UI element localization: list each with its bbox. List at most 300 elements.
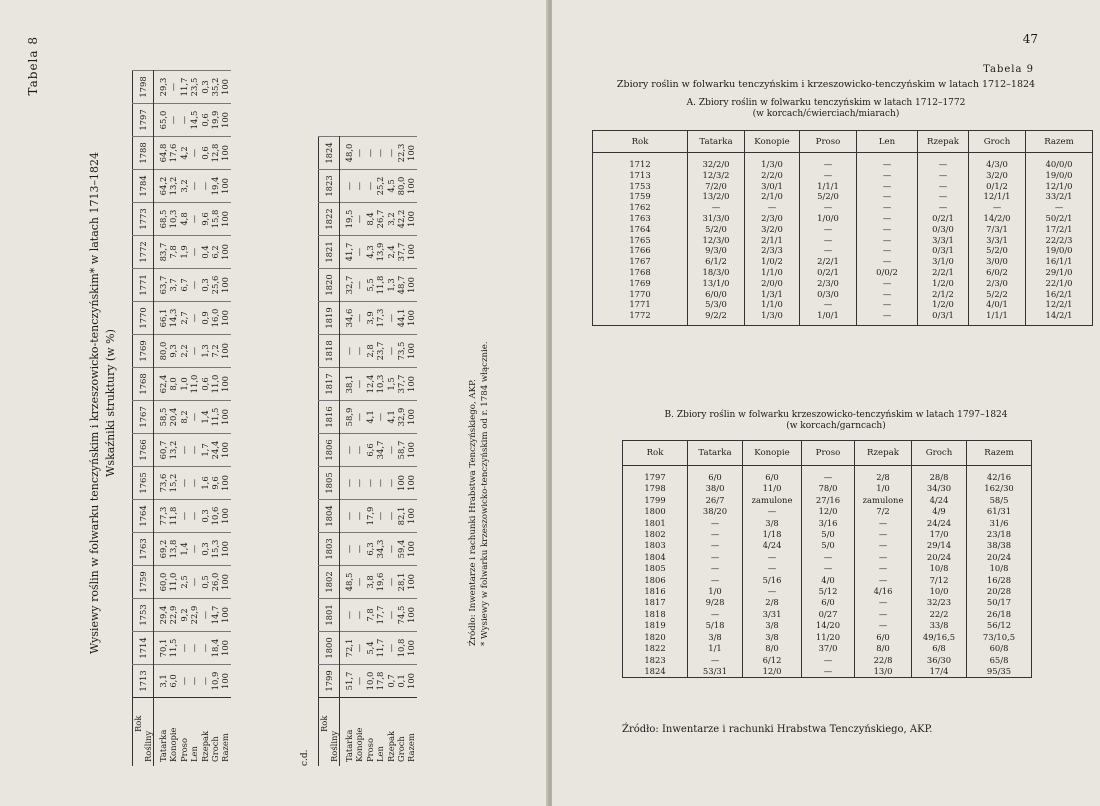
table-cell: 0,3 [200, 500, 210, 533]
table-cell: 3/2/0 [745, 224, 800, 235]
table-cell: — [189, 335, 199, 368]
table-cell: 95/35 [967, 666, 1032, 678]
table-cell: 7/2 [855, 506, 912, 517]
table-cell: 14,3 [168, 302, 178, 335]
table-cell: 15,8 [210, 203, 220, 236]
table-cell: 8,0 [168, 368, 178, 401]
year-header: 1767 [133, 401, 154, 434]
footnote: * Wysiewy w folwarku krzeszowicko-tenczyńskim od r. 1784 włącznie. [480, 341, 490, 646]
table-cell: 80,0 [154, 335, 169, 368]
table-cell: 100 [406, 533, 416, 566]
table-cell: — [802, 466, 855, 484]
table-cell: 14/20 [802, 620, 855, 631]
table-cell: 0/1/2 [969, 181, 1026, 192]
table-cell: 12/1/0 [1026, 181, 1093, 192]
table-cell: 17/4 [912, 666, 967, 678]
table-cell: — [855, 518, 912, 529]
table-row [593, 224, 1093, 235]
table-cell: 28/8 [912, 466, 967, 484]
table-cell: 100 [406, 269, 416, 302]
table-cell: 0/3/0 [800, 289, 857, 300]
table-row [623, 540, 1032, 551]
table-cell: 17,6 [168, 137, 178, 170]
table-cell: — [375, 401, 385, 434]
table-cell: — [168, 71, 178, 104]
table-row [593, 299, 1093, 310]
table-cell: 100 [406, 467, 416, 500]
table-cell: 1,0 [179, 368, 189, 401]
table-cell: 2/3/0 [745, 213, 800, 224]
table-cell: — [189, 434, 199, 467]
table-cell: 10,8 [396, 632, 406, 665]
table-row [210, 71, 220, 767]
column-header: Groch [969, 131, 1026, 153]
table-cell: 100 [406, 335, 416, 368]
table-row [623, 575, 1032, 586]
table-cell: 100 [406, 599, 416, 632]
source-note: Źródło: Inwentarze i rachunki Hrabstwa Tenczyńskiego, AKP. [468, 379, 478, 646]
table-cell: 17/2/1 [1026, 224, 1093, 235]
table-cell: — [800, 235, 857, 246]
table-cell: — [800, 299, 857, 310]
table-cell: 29/14 [912, 540, 967, 551]
table-cell: 1/1/0 [745, 267, 800, 278]
table-cell: 1/0/0 [800, 213, 857, 224]
table-cell: 22,9 [168, 599, 178, 632]
table-cell: 56/12 [967, 620, 1032, 631]
table-cell: 32,9 [396, 401, 406, 434]
year-header: 1801 [319, 599, 340, 632]
table-cell: 66,1 [154, 302, 169, 335]
table-cell: 2/1/2 [918, 289, 969, 300]
table-cell: — [354, 500, 364, 533]
table-cell: 35,2 [210, 71, 220, 104]
table-cell: 58/5 [967, 495, 1032, 506]
table-cell: 100 [220, 236, 230, 269]
table-cell: 17,8 [375, 665, 385, 698]
table-cell: 1772 [593, 310, 688, 325]
table-cell: 1767 [593, 256, 688, 267]
year-header: 1817 [319, 368, 340, 401]
table-cell: 19/0/0 [1026, 245, 1093, 256]
table-cell: — [688, 518, 743, 529]
row-label: Konopie [168, 698, 178, 767]
table-cell: 1800 [623, 506, 688, 517]
table-cell: — [200, 170, 210, 203]
table-row [340, 137, 355, 767]
table-cell: 1713 [593, 170, 688, 181]
table-cell: — [386, 533, 396, 566]
table-cell: 7/2/0 [688, 181, 745, 192]
table-a-units: (w korcach/ćwierciach/miarach) [752, 109, 900, 119]
table-cell: 22/8 [855, 655, 912, 666]
table-cell: 4,3 [365, 236, 375, 269]
table-cell: 2/1/0 [745, 191, 800, 202]
table-cell: 0,4 [200, 236, 210, 269]
table-cell: 48,7 [396, 269, 406, 302]
table-cell: 4,1 [386, 401, 396, 434]
table-cell: 1798 [623, 483, 688, 494]
table-cell: — [179, 467, 189, 500]
table-cell: 1820 [623, 632, 688, 643]
table-row [623, 609, 1032, 620]
table-cell: — [340, 533, 355, 566]
table-cell: 11,0 [168, 566, 178, 599]
table-row [623, 518, 1032, 529]
table-cell: 2,2 [179, 335, 189, 368]
table-row [623, 643, 1032, 654]
table-cell: 20/24 [967, 552, 1032, 563]
table-cell: 100 [220, 467, 230, 500]
table-cell: 5/2/0 [688, 224, 745, 235]
table-row [593, 191, 1093, 202]
table-cell: 0,6 [200, 368, 210, 401]
table-cell: — [743, 552, 802, 563]
table-cell: — [340, 434, 355, 467]
table-cell: 0,9 [200, 302, 210, 335]
table-cell: zamulone [855, 495, 912, 506]
table-cell: 41,7 [340, 236, 355, 269]
year-header: 1784 [133, 170, 154, 203]
table-cell: 10/8 [912, 563, 967, 574]
table-cell: 1753 [593, 181, 688, 192]
left-page [0, 0, 548, 806]
table-cell: 73,6 [154, 467, 169, 500]
table-cell: 5/2/0 [800, 191, 857, 202]
table-cell: — [354, 401, 364, 434]
table-cell: 2,4 [386, 236, 396, 269]
table-cell: — [354, 632, 364, 665]
table-cell: 3/2/0 [969, 170, 1026, 181]
table-cell: 11/20 [802, 632, 855, 643]
table-cell: 20/24 [912, 552, 967, 563]
table-cell: — [189, 203, 199, 236]
table-cell: — [855, 540, 912, 551]
table-cell: — [354, 665, 364, 698]
table-cell: 1/2/0 [918, 299, 969, 310]
table-cell: 25,6 [210, 269, 220, 302]
table-cell: 13,8 [168, 533, 178, 566]
table-cell: 0,6 [200, 137, 210, 170]
table-cell: — [189, 302, 199, 335]
table-cell: 3/0/1 [745, 181, 800, 192]
table-cell: — [179, 500, 189, 533]
table-cell: 1,4 [179, 533, 189, 566]
table-cell: — [189, 170, 199, 203]
table-row [354, 137, 364, 767]
row-label: Razem [406, 698, 416, 767]
column-header: Proso [800, 131, 857, 153]
table-cell: 100 [406, 203, 416, 236]
table-cell: 3/8 [743, 518, 802, 529]
table-cell: 22/1/0 [1026, 278, 1093, 289]
row-label: Groch [396, 698, 406, 767]
page-number: 47 [1022, 32, 1038, 46]
table-cell: 34,7 [375, 434, 385, 467]
table-row [623, 597, 1032, 608]
table-cell: 74,5 [396, 599, 406, 632]
table-cell: 2/3/0 [969, 278, 1026, 289]
table-cell: 1797 [623, 466, 688, 484]
table-cell: 1/18 [743, 529, 802, 540]
table-title: Wysiewy roślin w folwarku tenczyńskim i krzeszowicko-tenczyńskim* w latach 1713–1824 [88, 152, 101, 654]
table-cell: 1/3/0 [745, 153, 800, 170]
table-cell: 19,5 [340, 203, 355, 236]
table-cell: 2,7 [179, 302, 189, 335]
table-cell: 1824 [623, 666, 688, 678]
table-cell: — [354, 467, 364, 500]
right-page [552, 0, 1100, 806]
table-cell: 29,4 [154, 599, 169, 632]
column-header: Tatarka [688, 131, 745, 153]
table-cell: 2,5 [179, 566, 189, 599]
table-body [340, 137, 417, 767]
table-cell: — [354, 203, 364, 236]
table-cell: 29/1/0 [1026, 267, 1093, 278]
table-cell: 5/0 [802, 529, 855, 540]
table-cell: 33/2/1 [1026, 191, 1093, 202]
table-cell: — [743, 506, 802, 517]
table-cell: 22/2 [912, 609, 967, 620]
table-cell: 1/1/0 [745, 299, 800, 310]
table-cell: 1,9 [179, 236, 189, 269]
row-label: Konopie [354, 698, 364, 767]
column-header: Rok [623, 441, 688, 466]
table-cell: 13,2 [168, 434, 178, 467]
year-header: 1772 [133, 236, 154, 269]
continuation-label: c.d. [300, 749, 310, 766]
table-cell: 1/0/2 [745, 256, 800, 267]
table-cell: — [857, 256, 918, 267]
table-cell: 11,0 [210, 368, 220, 401]
table-cell: 162/30 [967, 483, 1032, 494]
table-cell: — [179, 632, 189, 665]
table-cell: 34,3 [375, 533, 385, 566]
table-cell: 37/0 [802, 643, 855, 654]
table-cell: — [179, 434, 189, 467]
year-header: 1798 [133, 71, 154, 104]
table-cell: 25,2 [375, 170, 385, 203]
table-cell: 14,7 [210, 599, 220, 632]
table-cell: — [800, 224, 857, 235]
table-cell: 6,0 [168, 665, 178, 698]
table-cell: 6/0 [743, 466, 802, 484]
table-cell: — [179, 665, 189, 698]
table-cell: 11,8 [168, 500, 178, 533]
header-row [623, 441, 1032, 466]
table-cell: 2/3/0 [800, 278, 857, 289]
table-cell: 100 [406, 566, 416, 599]
table-cell: 59,4 [396, 533, 406, 566]
column-header: Rzepak [855, 441, 912, 466]
year-header: 1771 [133, 269, 154, 302]
table-cell: — [354, 566, 364, 599]
table-cell: 100 [220, 665, 230, 698]
table-cell: 0/2/1 [918, 213, 969, 224]
table-cell: 16/28 [967, 575, 1032, 586]
table-cell: 10,9 [210, 665, 220, 698]
table-cell: 20,4 [168, 401, 178, 434]
table-cell: 12/0 [743, 666, 802, 678]
table-cell: 11,5 [168, 632, 178, 665]
table-cell: 42,2 [396, 203, 406, 236]
table-cell: 1/3/0 [745, 310, 800, 325]
table-row [396, 137, 406, 767]
table-cell: 36/30 [912, 655, 967, 666]
table-cell: 48,0 [340, 137, 355, 170]
table-cell: 0/3/1 [918, 245, 969, 256]
table-cell: 5,4 [365, 632, 375, 665]
table-cell: 1803 [623, 540, 688, 551]
table-cell: 1/2/0 [918, 278, 969, 289]
year-header: 1805 [319, 467, 340, 500]
table-cell: 11,8 [375, 269, 385, 302]
year-header: 1818 [319, 335, 340, 368]
table-cell: — [375, 137, 385, 170]
table-cell: 100 [220, 434, 230, 467]
table-cell: 0/27 [802, 609, 855, 620]
table-cell: 100 [406, 368, 416, 401]
table-cell: — [857, 289, 918, 300]
table-cell: — [189, 632, 199, 665]
table-cell: — [200, 599, 210, 632]
table-cell: 7/3/1 [969, 224, 1026, 235]
table-cell: 3/1/0 [918, 256, 969, 267]
table-cell: 1759 [593, 191, 688, 202]
corner-header [133, 698, 154, 767]
table-cell: 83,7 [154, 236, 169, 269]
table-row [593, 278, 1093, 289]
table-cell: — [189, 269, 199, 302]
table-cell: — [688, 563, 743, 574]
table-cell: 24,4 [210, 434, 220, 467]
table-cell: 9,2 [179, 599, 189, 632]
table-row [593, 267, 1093, 278]
table-cell: 100 [220, 203, 230, 236]
year-header: 1763 [133, 533, 154, 566]
table-cell: 1762 [593, 202, 688, 213]
table-cell: 34/30 [912, 483, 967, 494]
table-cell: 1801 [623, 518, 688, 529]
table-cell: 70,1 [154, 632, 169, 665]
table-cell: 1,4 [200, 401, 210, 434]
table-cell: 100 [406, 236, 416, 269]
table-cell: — [857, 213, 918, 224]
table-cell: 26,0 [210, 566, 220, 599]
table-row [200, 71, 210, 767]
table-cell: — [354, 533, 364, 566]
table-cell: 10,3 [168, 203, 178, 236]
year-header: 1823 [319, 170, 340, 203]
table-cell: 1766 [593, 245, 688, 256]
row-label: Proso [179, 698, 189, 767]
table-cell: 100 [220, 302, 230, 335]
table-cell: 22,3 [396, 137, 406, 170]
table-cell: 73,5 [396, 335, 406, 368]
table-cell: 4,5 [386, 170, 396, 203]
table-cell: 14,5 [189, 104, 199, 137]
table-cell: — [745, 202, 800, 213]
table-row [365, 137, 375, 767]
table-cell: 6/0/2 [969, 267, 1026, 278]
table-cell: 15,2 [168, 467, 178, 500]
table-cell: 23,5 [189, 71, 199, 104]
row-label: Rzepak [200, 698, 210, 767]
table-cell: 1769 [593, 278, 688, 289]
table-cell: — [800, 202, 857, 213]
rok-label: Rok [319, 715, 329, 732]
table-row [593, 256, 1093, 267]
table-cell: 1/1/1 [969, 310, 1026, 325]
table-cell: 27/16 [802, 495, 855, 506]
table-cell: 5/3/0 [688, 299, 745, 310]
table-cell: 38,1 [340, 368, 355, 401]
table-cell: 5/0 [802, 540, 855, 551]
table-cell: 50/2/1 [1026, 213, 1093, 224]
header-row [319, 137, 340, 767]
table-cell: 12/3/2 [688, 170, 745, 181]
table-cell: 3/3/1 [969, 235, 1026, 246]
table-cell: 100 [406, 137, 416, 170]
table-cell: 11,7 [375, 632, 385, 665]
table-cell: 13,9 [375, 236, 385, 269]
table-cell: 3,7 [168, 269, 178, 302]
table-label: Tabela 9 [983, 64, 1034, 75]
table-cell: — [354, 599, 364, 632]
table-cell: 1712 [593, 153, 688, 170]
table-cell: — [857, 224, 918, 235]
table-cell: — [189, 533, 199, 566]
table-cell: — [857, 278, 918, 289]
table-cell: 50/17 [967, 597, 1032, 608]
table-cell: 1/0 [688, 586, 743, 597]
table-body [623, 466, 1032, 678]
table-cell: 34,6 [340, 302, 355, 335]
table-cell: 3/8 [688, 632, 743, 643]
table-cell: — [688, 552, 743, 563]
table-cell: 9/28 [688, 597, 743, 608]
table-cell: 6/0 [688, 466, 743, 484]
column-header: Proso [802, 441, 855, 466]
table-cell: zamulone [743, 495, 802, 506]
table-cell: 100 [220, 104, 230, 137]
table-cell: 1764 [593, 224, 688, 235]
table-cell: — [918, 191, 969, 202]
table-cell: — [857, 153, 918, 170]
table-row [386, 137, 396, 767]
table-cell: — [857, 170, 918, 181]
table-cell: 1818 [623, 609, 688, 620]
table-cell: — [189, 401, 199, 434]
table-cell: — [189, 236, 199, 269]
table-cell: 1816 [623, 586, 688, 597]
year-header: 1765 [133, 467, 154, 500]
table-cell: — [365, 170, 375, 203]
table-cell: 72,1 [340, 632, 355, 665]
table-body [154, 71, 231, 767]
table-row [623, 666, 1032, 678]
table-cell: — [354, 170, 364, 203]
table-cell: — [855, 575, 912, 586]
year-header: 1822 [319, 203, 340, 236]
table-cell: 42/16 [967, 466, 1032, 484]
table-cell: — [386, 302, 396, 335]
table-cell: 9/3/0 [688, 245, 745, 256]
table-cell: 0/3/0 [918, 224, 969, 235]
table-cell: 0,3 [200, 71, 210, 104]
table-row [623, 495, 1032, 506]
table-cell: — [969, 202, 1026, 213]
